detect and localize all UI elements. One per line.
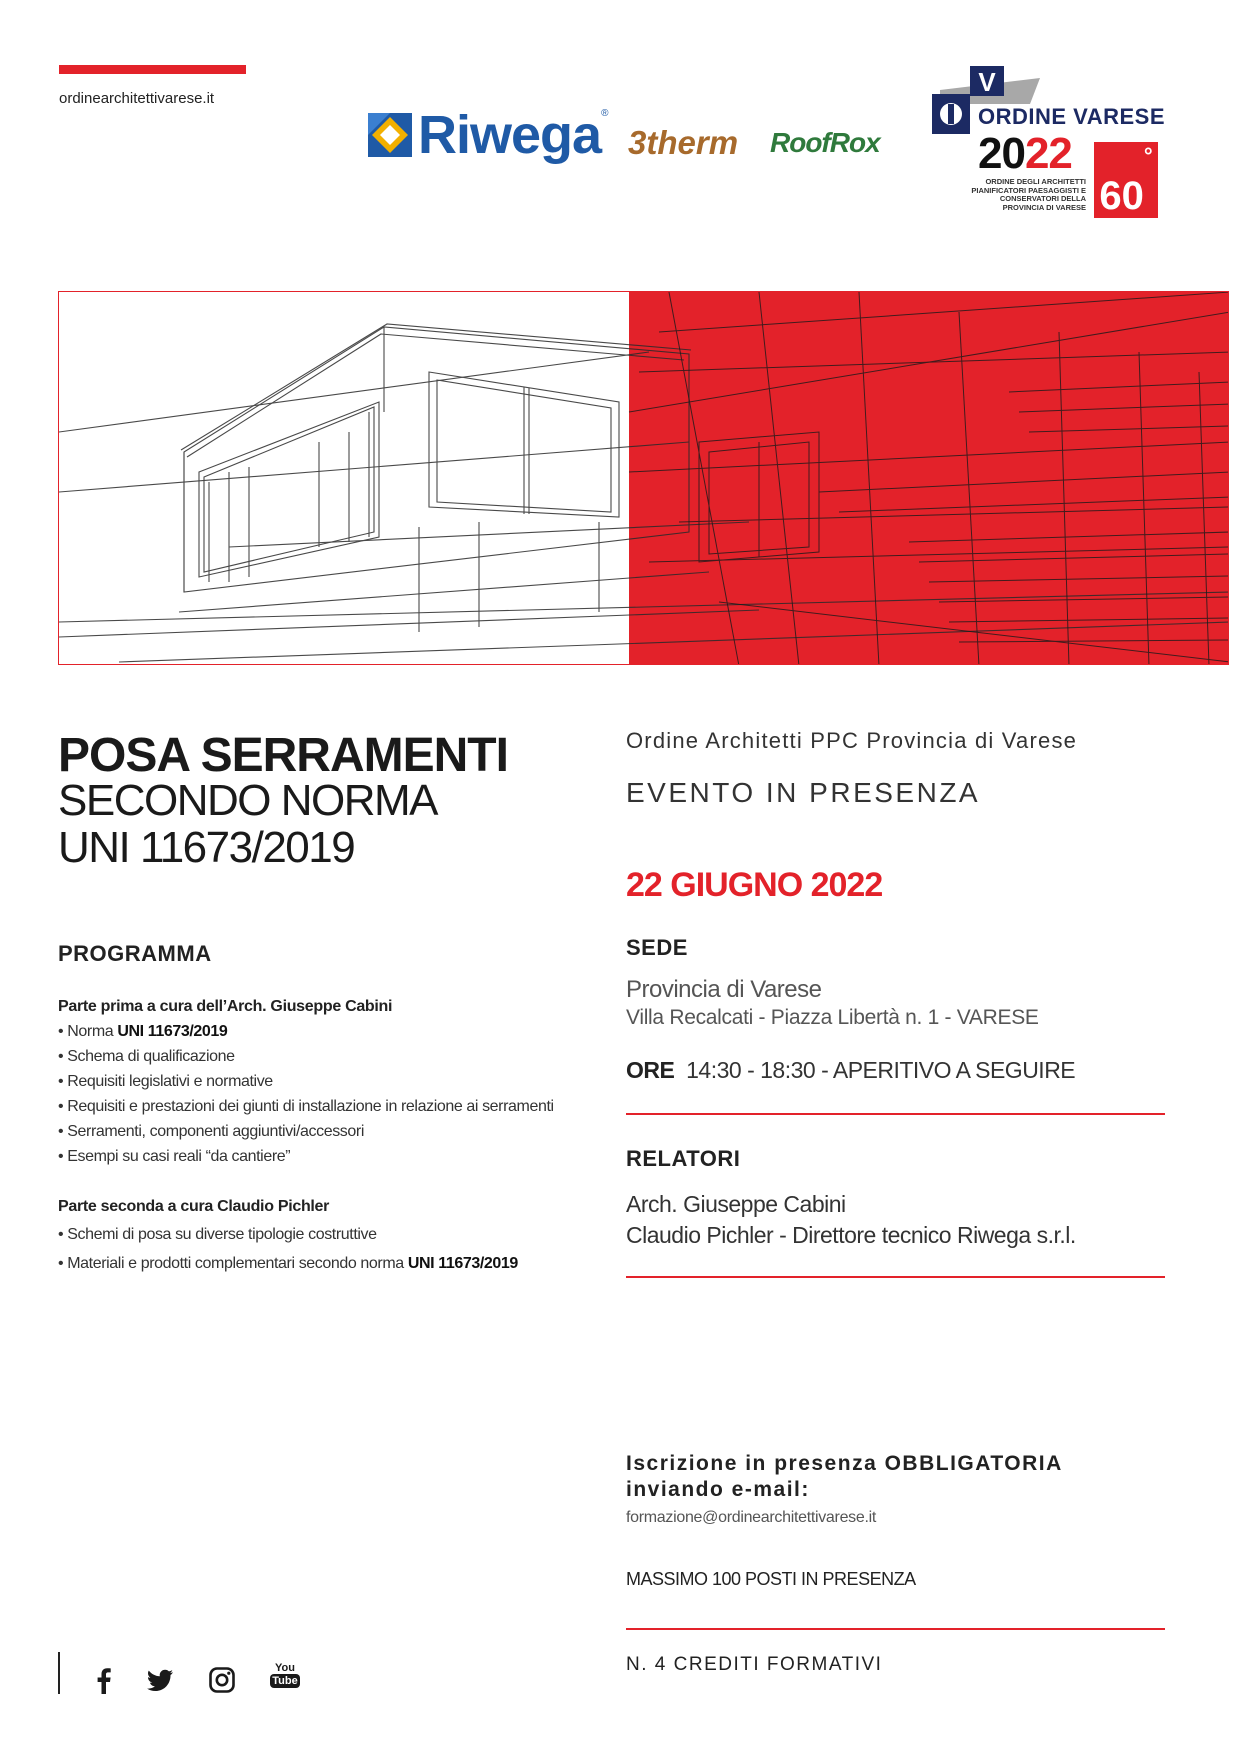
part1-item: • Requisiti legislativi e normative xyxy=(58,1073,273,1090)
part2-item2-bold: UNI 11673/2019 xyxy=(407,1255,518,1272)
programma-heading: PROGRAMMA xyxy=(58,941,212,966)
social-divider xyxy=(58,1652,60,1694)
registration-notice xyxy=(626,1451,1063,1504)
event-title-line3: UNI 11673/2019 xyxy=(58,823,355,872)
anniversary-degree: ° xyxy=(1143,143,1153,168)
relatori-heading: RELATORI xyxy=(626,1146,741,1171)
event-date: 22 GIUGNO 2022 xyxy=(626,866,883,904)
event-type: EVENTO IN PRESENZA xyxy=(626,777,981,808)
part1-item5-text: Serramenti, componenti aggiuntivi/accessori xyxy=(67,1123,364,1140)
part2-heading: Parte seconda a cura Claudio Pichler xyxy=(58,1198,330,1215)
sede-line1: Provincia di Varese xyxy=(626,976,822,1003)
ordine-year xyxy=(978,129,1072,178)
event-title-line2: SECONDO NORMA xyxy=(58,776,437,825)
facebook-icon[interactable] xyxy=(90,1666,118,1694)
3therm-logo: 3therm xyxy=(628,124,739,161)
max-seats: MASSIMO 100 POSTI IN PRESENZA xyxy=(626,1569,916,1589)
event-hours xyxy=(626,1057,1075,1084)
part2-item: • Materiali e prodotti complementari secondo norma UNI 11673/2019 xyxy=(58,1255,518,1272)
part1-item4-text: Requisiti e prestazioni dei giunti di installazione in relazione ai serramenti xyxy=(67,1098,554,1115)
sede-heading: SEDE xyxy=(626,935,688,960)
part1-item: • Requisiti e prestazioni dei giunti di installazione in relazione ai serramenti xyxy=(58,1098,554,1115)
riwega-mark-icon xyxy=(368,113,412,157)
divider xyxy=(626,1113,1165,1115)
site-url-link[interactable]: ordinearchitettivarese.it xyxy=(59,90,215,107)
part1-item: • Esempi su casi reali “da cantiere” xyxy=(58,1148,291,1165)
roofrox-logo: RoofRox xyxy=(770,127,880,158)
part1-item: • Norma UNI 11673/2019 xyxy=(58,1023,228,1040)
architecture-sketch-icon xyxy=(59,292,1229,665)
relatore-2: Claudio Pichler - Direttore tecnico Riwega s.r.l. xyxy=(626,1222,1076,1248)
ordine-year-red: 22 xyxy=(1024,129,1072,178)
part2-item: • Schemi di posa su diverse tipologie costruttive xyxy=(58,1226,377,1243)
divider xyxy=(626,1276,1165,1278)
ordine-varese-name: ORDINE VARESE xyxy=(978,104,1166,129)
ore-label: ORE xyxy=(626,1057,675,1083)
anniversary-number: 60 xyxy=(1099,174,1144,218)
relatore-1: Arch. Giuseppe Cabini xyxy=(626,1191,846,1217)
part1-item6-text: Esempi su casi reali “da cantiere” xyxy=(67,1148,291,1165)
part2-item2-text: Materiali e prodotti complementari secondo norma xyxy=(67,1255,408,1272)
youtube-label-bottom: Tube xyxy=(270,1674,300,1688)
riwega-logo xyxy=(368,104,608,166)
training-credits: N. 4 CREDITI FORMATIVI xyxy=(626,1654,883,1675)
part1-item1-text: Norma xyxy=(67,1023,118,1040)
anniversary-badge xyxy=(1094,142,1158,218)
riwega-registered: ® xyxy=(601,108,609,119)
youtube-icon[interactable] xyxy=(270,1662,300,1696)
instagram-icon[interactable] xyxy=(208,1666,236,1694)
registration-line2: inviando e-mail: xyxy=(626,1478,810,1502)
twitter-icon[interactable] xyxy=(146,1666,174,1694)
registration-line1: Iscrizione in presenza OBBLIGATORIA xyxy=(626,1452,1063,1475)
part2-item1-text: Schemi di posa su diverse tipologie costruttive xyxy=(67,1226,377,1243)
ordine-v-letter: V xyxy=(978,67,996,97)
part1-item: • Serramenti, componenti aggiuntivi/accessori xyxy=(58,1123,364,1140)
part1-item: • Schema di qualificazione xyxy=(58,1048,235,1065)
hero-architecture-illustration xyxy=(58,291,1229,665)
riwega-wordmark: Riwega xyxy=(418,105,602,165)
part1-item3-text: Requisiti legislativi e normative xyxy=(67,1073,273,1090)
youtube-label-top: You xyxy=(275,1662,295,1674)
organizer-name: Ordine Architetti PPC Provincia di Varese xyxy=(626,728,1078,753)
part1-item1-bold: UNI 11673/2019 xyxy=(117,1023,228,1040)
sede-line2: Villa Recalcati - Piazza Libertà n. 1 - VARESE xyxy=(626,1006,1039,1029)
part1-heading: Parte prima a cura dell’Arch. Giuseppe Cabini xyxy=(58,998,393,1015)
divider xyxy=(626,1628,1165,1630)
ore-value: 14:30 - 18:30 - APERITIVO A SEGUIRE xyxy=(686,1057,1076,1083)
ordine-description: ORDINE DEGLI ARCHITETTI PIANIFICATORI PAESAGGISTI E CONSERVATORI DELLA PROVINCIA DI VARESE xyxy=(971,177,1086,212)
registration-email-link[interactable]: formazione@ordinearchitettivarese.it xyxy=(626,1509,877,1526)
event-title-line1: POSA SERRAMENTI xyxy=(58,729,508,782)
part1-item2-text: Schema di qualificazione xyxy=(67,1048,235,1065)
header-accent-bar xyxy=(59,65,246,74)
ordine-year-black: 20 xyxy=(978,129,1025,178)
